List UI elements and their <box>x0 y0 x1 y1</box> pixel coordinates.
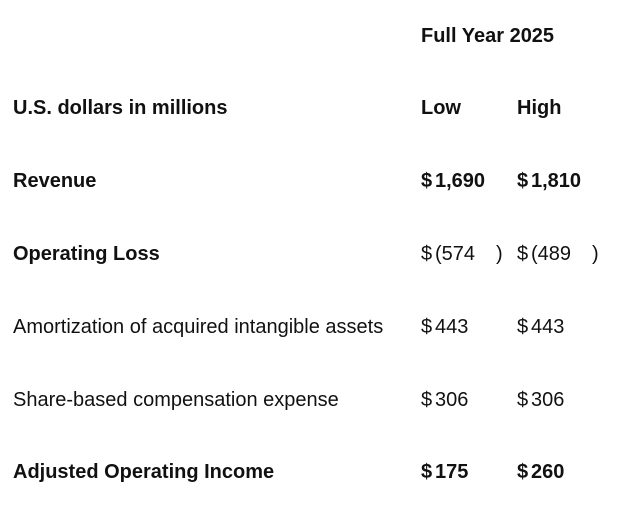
high-close-paren: ) <box>592 243 599 265</box>
low-value: 1,690 <box>435 170 486 192</box>
row-label: Operating Loss <box>13 243 160 265</box>
high-currency-symbol: $ <box>517 243 529 265</box>
low-currency-symbol: $ <box>421 170 433 192</box>
units-label: U.S. dollars in millions <box>13 97 228 119</box>
high-value: (489 <box>531 243 572 265</box>
high-value: 443 <box>531 316 565 338</box>
low-currency-symbol: $ <box>421 316 433 338</box>
high-value: 1,810 <box>531 170 582 192</box>
low-currency-symbol: $ <box>421 243 433 265</box>
column-header-low: Low <box>421 97 461 119</box>
column-header-high: High <box>517 97 562 119</box>
low-value: 175 <box>435 461 469 483</box>
high-value: 306 <box>531 389 565 411</box>
high-value: 260 <box>531 461 565 483</box>
low-close-paren: ) <box>496 243 503 265</box>
row-label: Revenue <box>13 170 97 192</box>
low-value: 306 <box>435 389 469 411</box>
low-currency-symbol: $ <box>421 389 433 411</box>
row-label: Adjusted Operating Income <box>13 461 275 483</box>
high-currency-symbol: $ <box>517 461 529 483</box>
row-label: Share-based compensation expense <box>13 389 339 411</box>
low-value: (574 <box>435 243 476 265</box>
high-currency-symbol: $ <box>517 316 529 338</box>
row-label: Amortization of acquired intangible assets <box>13 316 384 338</box>
high-currency-symbol: $ <box>517 389 529 411</box>
low-value: 443 <box>435 316 469 338</box>
period-header: Full Year 2025 <box>421 25 555 47</box>
low-currency-symbol: $ <box>421 461 433 483</box>
high-currency-symbol: $ <box>517 170 529 192</box>
